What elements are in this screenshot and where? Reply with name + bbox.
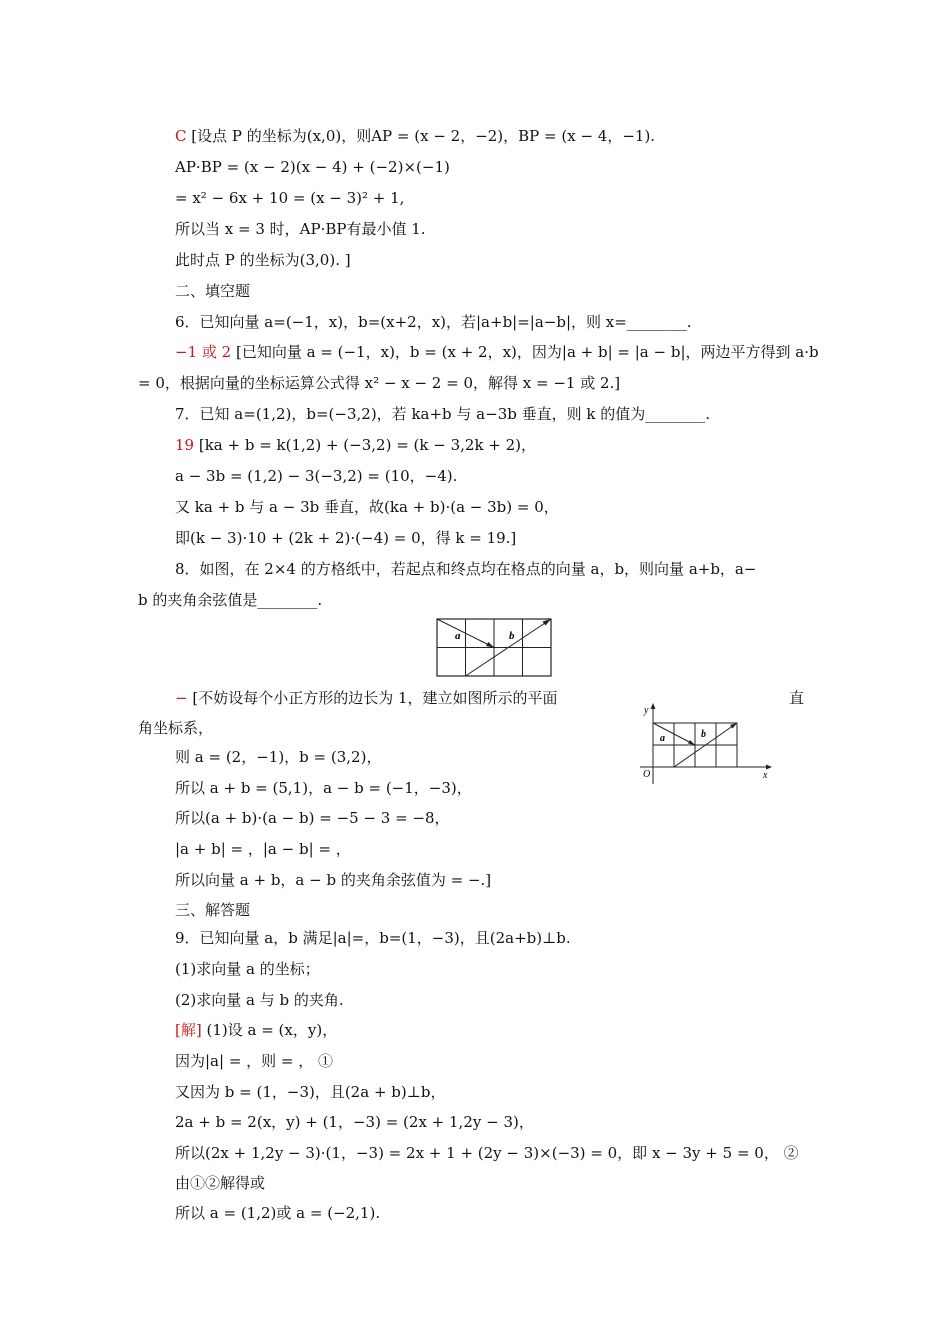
text-line: [175, 312, 692, 332]
line-text: 角坐标系，: [138, 719, 214, 737]
line-text: 又因为 b = (1，−3)，且(2a + b)⊥b，: [175, 1083, 446, 1101]
line-text: b 的夹角余弦值是________.: [138, 591, 323, 609]
figure1-label-b: b: [509, 630, 515, 642]
line-text: 所以当 x = 3 时，AP·BP有最小值 1.: [175, 220, 426, 238]
text-line: [175, 528, 516, 548]
answer-label: [解]: [175, 1021, 202, 1039]
line-text: 所以 a + b = (5,1)，a − b = (−1，−3)，: [175, 779, 472, 797]
line-text: 所以向量 a + b，a − b 的夹角余弦值为 = −.]: [175, 871, 492, 889]
line-text: 则 a = (2，−1)，b = (3,2)，: [175, 748, 382, 766]
section-heading: [175, 900, 250, 920]
text-line: [175, 1173, 265, 1193]
line-text: 此时点 P 的坐标为(3,0). ]: [175, 251, 351, 269]
line-text: [ka + b = k(1,2) + (−3,2) = (k − 3,2k + 2)，: [194, 436, 537, 454]
text-line: [138, 590, 322, 610]
line-text: 由①②解得或: [175, 1174, 266, 1192]
text-line: [175, 404, 710, 424]
line-text: a − 3b = (1,2) − 3(−3,2) = (10，−4).: [175, 467, 458, 485]
section-heading: [175, 281, 250, 301]
line-text: (1)求向量 a 的坐标；: [175, 960, 320, 978]
line-text: 8．如图，在 2×4 的方格纸中，若起点和终点均在格点的向量 a，b，则向量 a+b，a−: [175, 560, 757, 578]
answer-label: 19: [175, 436, 195, 454]
line-text: 二、填空题: [175, 282, 251, 300]
figure1-label-a: a: [455, 630, 461, 642]
line-text: |a + b| = ，|a − b| = ，: [175, 840, 351, 858]
text-line: [175, 559, 756, 579]
answer-label: −: [175, 689, 188, 707]
text-line: [175, 1082, 445, 1102]
line-text: (2)求向量 a 与 b 的夹角.: [175, 991, 344, 1009]
text-line: [175, 1112, 534, 1132]
line-text: 9．已知向量 a，b 满足|a|=，b=(1，−3)，且(2a+b)⊥b.: [175, 929, 571, 947]
line-text: = x² − 6x + 10 = (x − 3)² + 1,: [175, 189, 405, 207]
text-line: [175, 1143, 799, 1163]
text-line: [175, 1203, 380, 1223]
line-text: = 0，根据向量的坐标运算公式得 x² − x − 2 = 0，解得 x = −1 或 2.]: [138, 374, 621, 392]
text-line: [175, 126, 655, 146]
line-text: [不妨设每个小正方形的边长为 1，建立如图所示的平面: [187, 689, 558, 707]
text-line: [175, 497, 559, 517]
line-text: 6．已知向量 a=(−1，x)，b=(x+2，x)，若|a+b|=|a−b|，则 x=________.: [175, 313, 692, 331]
grid-figure: [436, 618, 554, 678]
text-line: [138, 373, 620, 393]
figure2-label-a: a: [660, 733, 665, 744]
text-line: [175, 808, 450, 828]
axis-label-x: x: [763, 770, 768, 781]
line-text: 所以 a = (1,2)或 a = (−2,1).: [175, 1204, 381, 1222]
axis-label-y: y: [644, 705, 649, 716]
coordinate-figure: [636, 700, 778, 785]
line-text: 三、解答题: [175, 901, 251, 919]
line-text: 直: [789, 689, 805, 707]
line-text: [已知向量 a = (−1，x)，b = (x + 2，x)，因为|a + b| = |a − b|，两边平方得到 a·b: [231, 343, 819, 361]
text-line: [175, 839, 351, 859]
origin-label: O: [643, 769, 651, 780]
line-text: 因为|a| = ，则 = ， ①: [175, 1052, 334, 1070]
line-text: 又 ka + b 与 a − 3b 垂直，故(ka + b)·(a − 3b) = 0，: [175, 498, 559, 516]
text-line: [175, 250, 351, 270]
answer-label: C: [175, 127, 187, 145]
text-line: [175, 342, 819, 362]
text-line: [175, 959, 320, 979]
text-line: [175, 1051, 333, 1071]
answer-label: −1 或 2: [175, 343, 232, 361]
text-line: [175, 157, 450, 177]
text-line: [175, 990, 344, 1010]
line-text: 7．已知 a=(1,2)，b=(−3,2)，若 ka+b 与 a−3b 垂直，则 k 的值为________.: [175, 405, 711, 423]
text-line: [175, 188, 404, 208]
figure2-label-b: b: [701, 729, 706, 740]
line-text: 即(k − 3)·10 + (2k + 2)·(−4) = 0，得 k = 19.]: [175, 529, 517, 547]
text-line: [175, 870, 491, 890]
line-text: 所以(a + b)·(a − b) = −5 − 3 = −8，: [175, 809, 450, 827]
text-line: [175, 747, 381, 767]
line-text: [设点 P 的坐标为(x,0)，则AP = (x − 2，−2)，BP = (x − 4，−1).: [186, 127, 656, 145]
line-text: (1)设 a = (x，y)，: [201, 1021, 338, 1039]
text-line: [175, 688, 558, 708]
text-line: [175, 1020, 337, 1040]
text-line: [175, 219, 426, 239]
line-text: AP·BP = (x − 2)(x − 4) + (−2)×(−1): [175, 158, 450, 176]
text-line: [789, 688, 804, 708]
text-line: [175, 778, 472, 798]
text-line: [138, 718, 213, 738]
line-text: 2a + b = 2(x，y) + (1，−3) = (2x + 1,2y − 3)，: [175, 1113, 534, 1131]
text-line: [175, 466, 457, 486]
line-text: 所以(2x + 1,2y − 3)·(1，−3) = 2x + 1 + (2y − 3)×(−3) = 0，即 x − 3y + 5 = 0， ②: [175, 1144, 799, 1162]
text-line: [175, 435, 536, 455]
text-line: [175, 928, 571, 948]
